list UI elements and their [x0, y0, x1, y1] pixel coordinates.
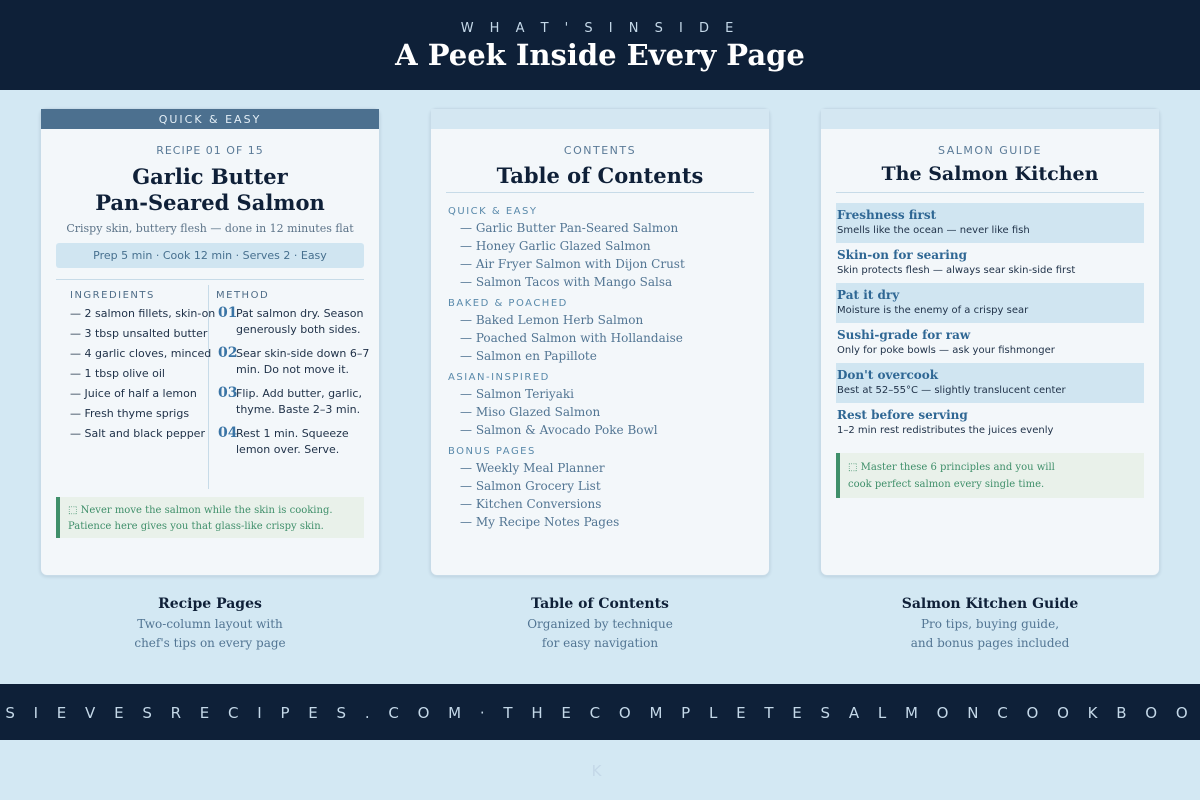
ingredient-item: — 3 tbsp unsalted butter	[70, 327, 208, 340]
contents-title: Table of Contents	[496, 163, 704, 188]
step-number: 02	[218, 345, 238, 361]
caption-title: Salmon Kitchen Guide	[901, 596, 1079, 612]
guide-tip-body: Only for poke bowls — ask your fishmonger	[837, 345, 1055, 356]
divider	[836, 192, 1144, 193]
step-text: Pat salmon dry. Season generously both sides.	[236, 307, 364, 336]
caption-line: Two-column layout with	[137, 617, 283, 631]
caption-line: chef's tips on every page	[134, 636, 286, 650]
caption-title: Table of Contents	[531, 596, 669, 612]
toc-item: — Salmon en Papillote	[460, 349, 597, 363]
caption-table-of-contents	[430, 595, 770, 653]
step-text: Flip. Add butter, garlic, thyme. Baste 2–3 min.	[236, 387, 362, 416]
guide-tip-body: Best at 52–55°C — slightly translucent center	[837, 385, 1066, 396]
contents-kicker: CONTENTS	[563, 144, 637, 157]
card-band	[431, 109, 769, 129]
toc-item: — Baked Lemon Herb Salmon	[460, 313, 644, 327]
guide-tip-title: Skin-on for searing	[837, 248, 967, 262]
divider	[56, 279, 364, 280]
guide-tip-title: Freshness first	[837, 208, 937, 222]
ingredient-item: — 1 tbsp olive oil	[70, 367, 165, 380]
recipe-meta-badge: Prep 5 min · Cook 12 min · Serves 2 · Easy	[56, 243, 364, 268]
guide-tip-body: Smells like the ocean — never like fish	[837, 225, 1030, 236]
card-band	[821, 109, 1159, 129]
ingredient-item: — 4 garlic cloves, minced	[70, 347, 212, 360]
guide-callout-line-1: ⬚ Master these 6 principles and you will	[848, 462, 1055, 473]
step-number: 04	[218, 425, 238, 441]
ingredients-heading: INGREDIENTS	[70, 290, 155, 301]
caption-line: Pro tips, buying guide,	[920, 617, 1060, 631]
guide-callout	[836, 453, 1144, 498]
guide-tip	[836, 283, 1144, 323]
guide-tip-title: Sushi-grade for raw	[837, 328, 971, 342]
recipe-title-line-2: Pan-Seared Salmon	[95, 190, 325, 215]
guide-tip-body: Moisture is the enemy of a crispy sear	[837, 305, 1029, 316]
ingredient-item: — Salt and black pepper	[70, 427, 205, 440]
guide-kicker: SALMON GUIDE	[938, 144, 1042, 157]
recipe-number: RECIPE 01 OF 15	[156, 144, 264, 157]
header-eyebrow: W H A T ' S I N S I D E	[460, 21, 740, 36]
guide-tip	[836, 243, 1144, 283]
toc-item: — My Recipe Notes Pages	[460, 515, 620, 529]
caption-line: for easy navigation	[541, 636, 659, 650]
chef-tip-line-1: ⬚ Never move the salmon while the skin is cooking.	[68, 505, 333, 516]
toc-item: — Weekly Meal Planner	[460, 461, 605, 475]
caption-title: Recipe Pages	[158, 596, 262, 612]
toc-item: — Kitchen Conversions	[460, 497, 602, 511]
guide-tip	[836, 203, 1144, 243]
recipe-page-preview	[40, 108, 380, 576]
toc-section-heading: BONUS PAGES	[448, 446, 536, 457]
guide-tip	[836, 403, 1144, 443]
caption-line: and bonus pages included	[910, 636, 1070, 650]
guide-tip-body: 1–2 min rest redistributes the juices evenly	[837, 425, 1054, 436]
step-text: Rest 1 min. Squeeze lemon over. Serve.	[236, 427, 349, 456]
recipe-title-line-1: Garlic Butter	[132, 164, 288, 189]
ingredient-item: — Juice of half a lemon	[70, 387, 197, 400]
method-heading: METHOD	[216, 290, 270, 301]
caption-description	[430, 615, 770, 653]
toc-item: — Garlic Butter Pan-Seared Salmon	[460, 221, 679, 235]
toc-section-heading: ASIAN-INSPIRED	[448, 372, 550, 383]
toc-section-heading: QUICK & EASY	[448, 206, 538, 217]
recipe-title	[41, 164, 379, 216]
toc-item: — Salmon Teriyaki	[460, 387, 574, 401]
caption-recipe-pages	[40, 595, 380, 653]
recipe-subtitle: Crispy skin, buttery flesh — done in 12 minutes flat	[66, 222, 354, 235]
toc-item: — Salmon Tacos with Mango Salsa	[460, 275, 673, 289]
category-band: QUICK & EASY	[41, 109, 379, 129]
guide-tip-body: Skin protects flesh — always sear skin-side first	[837, 265, 1076, 276]
page-header	[0, 0, 1200, 90]
caption-description	[820, 615, 1160, 653]
contents-page-preview	[430, 108, 770, 576]
ingredient-item: — Fresh thyme sprigs	[70, 407, 190, 420]
toc-item: — Salmon & Avocado Poke Bowl	[460, 423, 658, 437]
guide-page-preview	[820, 108, 1160, 576]
caption-line: Organized by technique	[527, 617, 673, 631]
caption-description	[40, 615, 380, 653]
guide-tip	[836, 323, 1144, 363]
guide-tip-title: Pat it dry	[837, 288, 900, 302]
site-footer: S I E V E S R E C I P E S . C O M · T H E C O M P L E T E S A L M O N C O O K B O O K	[0, 684, 1200, 740]
guide-tip-title: Rest before serving	[837, 408, 968, 422]
ingredient-item: — 2 salmon fillets, skin-on	[70, 307, 216, 320]
toc-item: — Honey Garlic Glazed Salmon	[460, 239, 651, 253]
toc-item: — Air Fryer Salmon with Dijon Crust	[460, 257, 685, 271]
guide-callout-line-2: cook perfect salmon every single time.	[848, 479, 1045, 490]
guide-tip	[836, 363, 1144, 403]
page-title: A Peek Inside Every Page	[395, 38, 805, 72]
caption-salmon-kitchen-guide	[820, 595, 1160, 653]
chef-tip-line-2: Patience here gives you that glass-like crispy skin.	[68, 521, 324, 532]
toc-item: — Salmon Grocery List	[460, 479, 601, 493]
step-number: 03	[218, 385, 238, 401]
toc-item: — Miso Glazed Salmon	[460, 405, 601, 419]
toc-item: — Poached Salmon with Hollandaise	[460, 331, 683, 345]
toc-section-heading: BAKED & POACHED	[448, 298, 568, 309]
step-number: 01	[218, 305, 238, 321]
chef-tip	[56, 497, 364, 538]
guide-tip-title: Don't overcook	[837, 368, 939, 382]
divider	[446, 192, 754, 193]
guide-title: The Salmon Kitchen	[881, 163, 1099, 185]
step-text: Sear skin-side down 6–7 min. Do not move it.	[236, 347, 370, 376]
